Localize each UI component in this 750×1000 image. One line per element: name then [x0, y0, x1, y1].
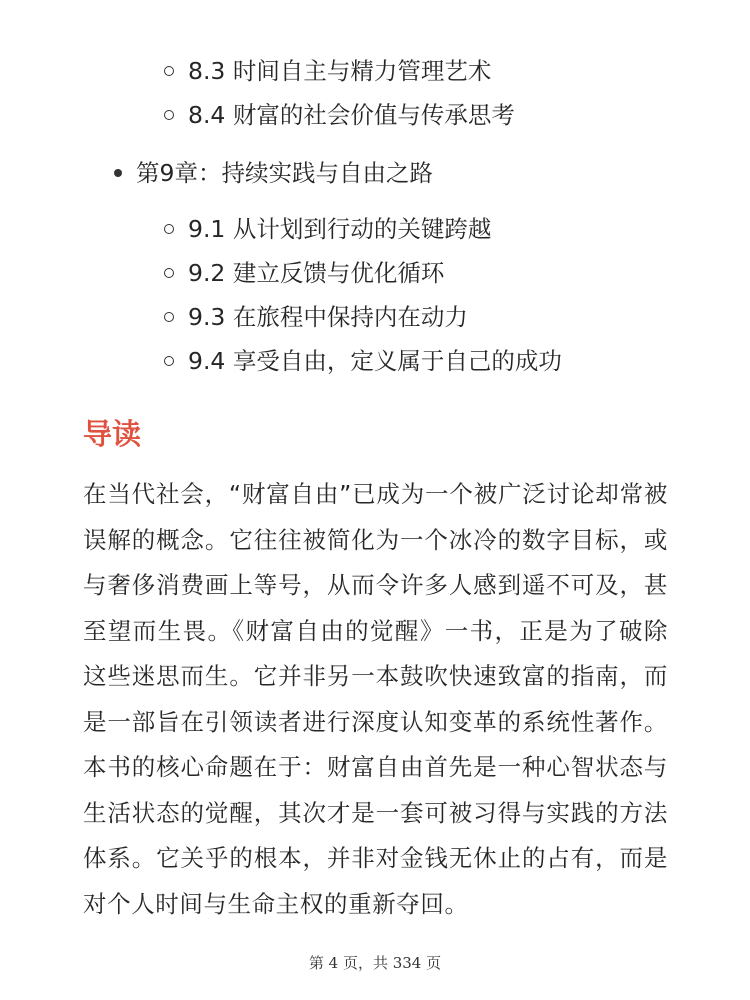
- toc-item-9-4: [162, 339, 722, 383]
- intro-paragraph: 在当代社会，“财富自由”已成为一个被广泛讨论却常被误解的概念。它往往被简化为一个冰冷的数字目标，或与奢侈消费画上等号，从而令许多人感到遥不可及，甚至望而生畏。《财富自由的觉醒》一书，正是为了破除这些迷思而生。它并非另一本鼓吹快速致富的指南，而是一部旨在引领读者进行深度认知变革的系统性著作。本书的核心命题在于：财富自由首先是一种心智状态与生活状态的觉醒，其次才是一套可被习得与实践的方法体系。它关乎的根本，并非对金钱无休止的占有，而是对个人时间与生命主权的重新夺回。: [83, 480, 668, 918]
- toc-item-9-1: [162, 207, 722, 251]
- toc-item-label: 8.3 时间自主与精力管理艺术: [188, 57, 492, 85]
- toc-chapter-title: 第9章：持续实践与自由之路: [136, 159, 433, 187]
- toc-section8-list: [162, 49, 722, 137]
- hollow-bullet-icon: [164, 66, 174, 76]
- section-heading: 导读: [83, 417, 142, 451]
- toc-chapter9-list: [162, 207, 722, 383]
- hollow-bullet-icon: [164, 356, 174, 366]
- page-number: 第 4 页，共 334 页: [308, 954, 442, 972]
- toc-chapter-9: [112, 151, 433, 195]
- hollow-bullet-icon: [164, 110, 174, 120]
- toc-item-label: 8.4 财富的社会价值与传承思考: [188, 101, 515, 129]
- hollow-bullet-icon: [164, 268, 174, 278]
- toc-item-8-4: [162, 93, 722, 137]
- toc-item-8-3: [162, 49, 722, 93]
- toc-item-label: 9.4 享受自由，定义属于自己的成功: [188, 347, 562, 375]
- toc-item-9-3: [162, 295, 722, 339]
- toc-item-label: 9.1 从计划到行动的关键跨越: [188, 215, 492, 243]
- toc-item-label: 9.3 在旅程中保持内在动力: [188, 303, 468, 331]
- hollow-bullet-icon: [164, 312, 174, 322]
- toc-item-label: 9.2 建立反馈与优化循环: [188, 259, 445, 287]
- hollow-bullet-icon: [164, 224, 174, 234]
- filled-bullet-icon: [114, 169, 122, 177]
- toc-item-9-2: [162, 251, 722, 295]
